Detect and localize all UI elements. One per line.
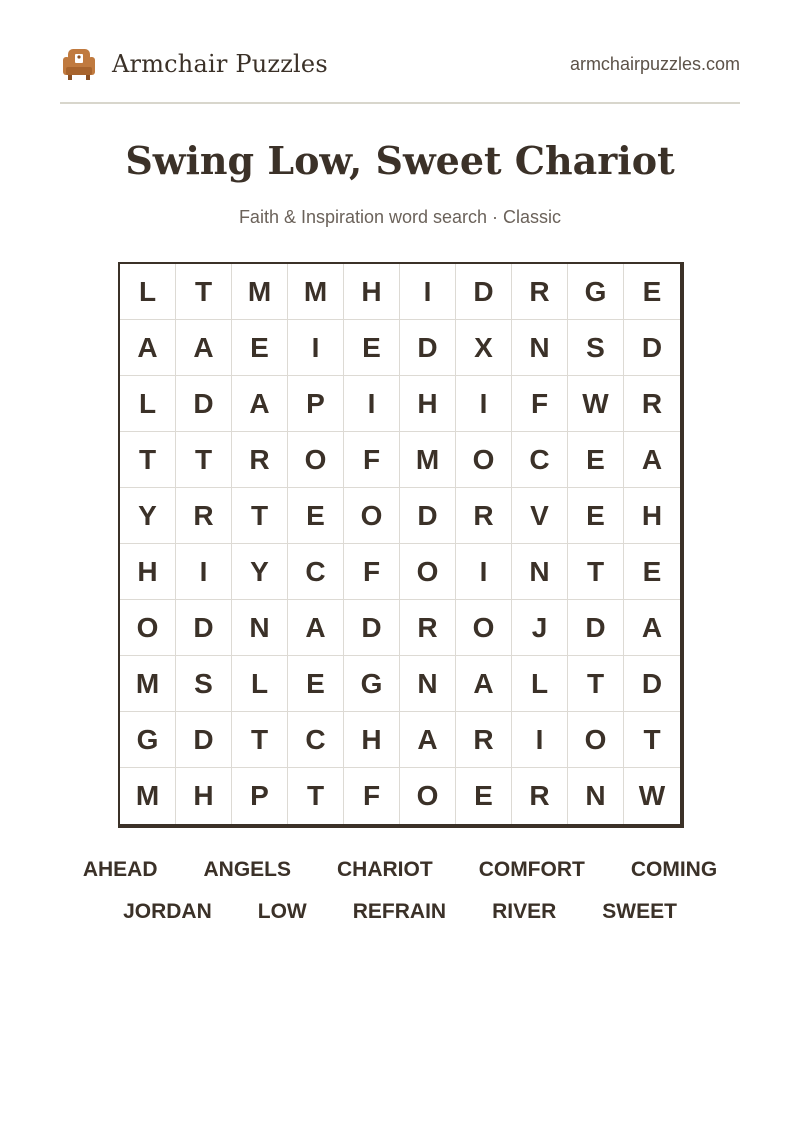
grid-cell[interactable]: W	[568, 376, 624, 432]
grid-cell[interactable]: E	[288, 488, 344, 544]
grid-cell[interactable]: D	[176, 376, 232, 432]
puzzle-title: Swing Low, Sweet Chariot	[125, 138, 675, 183]
grid-cell[interactable]: T	[176, 264, 232, 320]
grid-cell[interactable]: H	[120, 544, 176, 600]
grid-cell[interactable]: G	[120, 712, 176, 768]
grid-cell[interactable]: M	[120, 656, 176, 712]
word-list-item: RIVER	[492, 900, 557, 923]
grid-cell[interactable]: E	[456, 768, 512, 824]
puzzle-subtitle: Faith & Inspiration word search · Classic	[238, 207, 562, 227]
grid-cell[interactable]: R	[232, 432, 288, 488]
grid-cell[interactable]: D	[568, 600, 624, 656]
word-list-item: ANGELS	[203, 858, 292, 881]
grid-cell[interactable]: L	[232, 656, 288, 712]
word-list-item: LOW	[257, 900, 307, 923]
grid-cell[interactable]: L	[120, 264, 176, 320]
grid-cell[interactable]: D	[624, 656, 680, 712]
grid-cell[interactable]: R	[624, 376, 680, 432]
grid-cell[interactable]: R	[456, 712, 512, 768]
word-list-row-1	[0, 858, 800, 882]
grid-cell[interactable]: R	[512, 264, 568, 320]
grid-cell[interactable]: P	[232, 768, 288, 824]
grid-cell[interactable]: A	[456, 656, 512, 712]
grid-cell[interactable]: M	[232, 264, 288, 320]
grid-cell[interactable]: I	[456, 544, 512, 600]
grid-cell[interactable]: O	[568, 712, 624, 768]
grid-cell[interactable]: D	[400, 320, 456, 376]
grid-cell[interactable]: D	[176, 712, 232, 768]
grid-cell[interactable]: D	[176, 600, 232, 656]
grid-cell[interactable]: O	[400, 544, 456, 600]
grid-cell[interactable]: Y	[120, 488, 176, 544]
grid-cell[interactable]: M	[288, 264, 344, 320]
grid-cell[interactable]: F	[344, 544, 400, 600]
grid-cell[interactable]: F	[344, 768, 400, 824]
grid-cell[interactable]: J	[512, 600, 568, 656]
grid-cell[interactable]: O	[400, 768, 456, 824]
grid-cell[interactable]: N	[512, 544, 568, 600]
word-list-item: AHEAD	[82, 858, 158, 881]
word-list-item: REFRAIN	[352, 900, 447, 923]
grid-cell[interactable]: X	[456, 320, 512, 376]
grid-cell[interactable]: H	[624, 488, 680, 544]
grid-cell[interactable]: T	[232, 488, 288, 544]
grid-cell[interactable]: D	[624, 320, 680, 376]
grid-cell[interactable]: O	[344, 488, 400, 544]
grid-cell[interactable]: O	[456, 600, 512, 656]
letter-grid	[118, 262, 684, 828]
page-header	[60, 44, 740, 84]
grid-cell[interactable]: T	[288, 768, 344, 824]
grid-cell[interactable]: A	[176, 320, 232, 376]
grid-cell[interactable]: D	[344, 600, 400, 656]
grid-cell[interactable]: O	[288, 432, 344, 488]
grid-cell[interactable]: R	[456, 488, 512, 544]
brand[interactable]	[60, 44, 328, 84]
grid-cell[interactable]: I	[288, 320, 344, 376]
grid-cell[interactable]: M	[400, 432, 456, 488]
grid-cell[interactable]: R	[400, 600, 456, 656]
grid-cell[interactable]: A	[232, 376, 288, 432]
grid-cell[interactable]: F	[512, 376, 568, 432]
grid-cell[interactable]: W	[638, 780, 666, 811]
word-list-item: CHARIOT	[337, 858, 433, 881]
grid-cell[interactable]: E	[344, 320, 400, 376]
grid-cell[interactable]: A	[624, 600, 680, 656]
grid-cell[interactable]: S	[568, 320, 624, 376]
grid-cell[interactable]: H	[176, 768, 232, 824]
grid-cell[interactable]: L	[120, 376, 176, 432]
grid-cell[interactable]: I	[344, 376, 400, 432]
grid-cell[interactable]: E	[232, 320, 288, 376]
grid-cell[interactable]: N	[232, 600, 288, 656]
grid-cell[interactable]: A	[288, 600, 344, 656]
grid-cell[interactable]: D	[456, 264, 512, 320]
grid-cell[interactable]: E	[288, 656, 344, 712]
grid-cell[interactable]: O	[120, 600, 176, 656]
grid-cell[interactable]: G	[344, 656, 400, 712]
grid-cell[interactable]: D	[400, 488, 456, 544]
grid-cell[interactable]: A	[120, 320, 176, 376]
grid-cell[interactable]: V	[512, 488, 568, 544]
grid-cell[interactable]: P	[288, 376, 344, 432]
grid-cell[interactable]: C	[288, 712, 344, 768]
grid-cell[interactable]: R	[512, 768, 568, 824]
grid-cell[interactable]: H	[400, 376, 456, 432]
grid-cell[interactable]: T	[624, 712, 680, 768]
header-divider	[60, 102, 740, 104]
grid-cell[interactable]: R	[176, 488, 232, 544]
word-list-row-2	[0, 900, 800, 924]
grid-cell[interactable]: C	[288, 544, 344, 600]
grid-cell[interactable]: A	[400, 712, 456, 768]
grid-cell[interactable]: T	[120, 432, 176, 488]
grid-cell[interactable]: E	[568, 432, 624, 488]
word-list-item: COMING	[630, 858, 718, 881]
grid-cell[interactable]: T	[176, 432, 232, 488]
grid-cell[interactable]: N	[568, 768, 624, 824]
grid-cell[interactable]: L	[512, 656, 568, 712]
grid-cell[interactable]: G	[568, 264, 624, 320]
site-url-link[interactable]: armchairpuzzles.com	[569, 54, 740, 74]
grid-cell[interactable]: Y	[232, 544, 288, 600]
grid-cell[interactable]: H	[344, 264, 400, 320]
grid-cell[interactable]: I	[512, 712, 568, 768]
word-list-item: SWEET	[602, 900, 677, 923]
grid-cell[interactable]: I	[456, 376, 512, 432]
grid-cell[interactable]: C	[512, 432, 568, 488]
grid-cell[interactable]: T	[232, 712, 288, 768]
grid-cell[interactable]: T	[568, 544, 624, 600]
word-list-item: JORDAN	[123, 900, 212, 923]
word-list-item: COMFORT	[478, 858, 585, 881]
grid-cell[interactable]: N	[512, 320, 568, 376]
grid-cell[interactable]: E	[624, 544, 680, 600]
grid-cell[interactable]: I	[400, 264, 456, 320]
grid-cell[interactable]: H	[344, 712, 400, 768]
grid-cell[interactable]: E	[568, 488, 624, 544]
grid-cell[interactable]: N	[400, 656, 456, 712]
grid-cell[interactable]: S	[176, 656, 232, 712]
grid-cell[interactable]: A	[624, 432, 680, 488]
grid-cell[interactable]: O	[456, 432, 512, 488]
grid-cell[interactable]: I	[176, 544, 232, 600]
grid-cell[interactable]: E	[624, 264, 680, 320]
grid-cell[interactable]: T	[568, 656, 624, 712]
grid-cell[interactable]: F	[344, 432, 400, 488]
armchair-icon	[60, 45, 98, 83]
grid-cell[interactable]: M	[120, 768, 176, 824]
brand-name: Armchair Puzzles	[112, 50, 328, 78]
